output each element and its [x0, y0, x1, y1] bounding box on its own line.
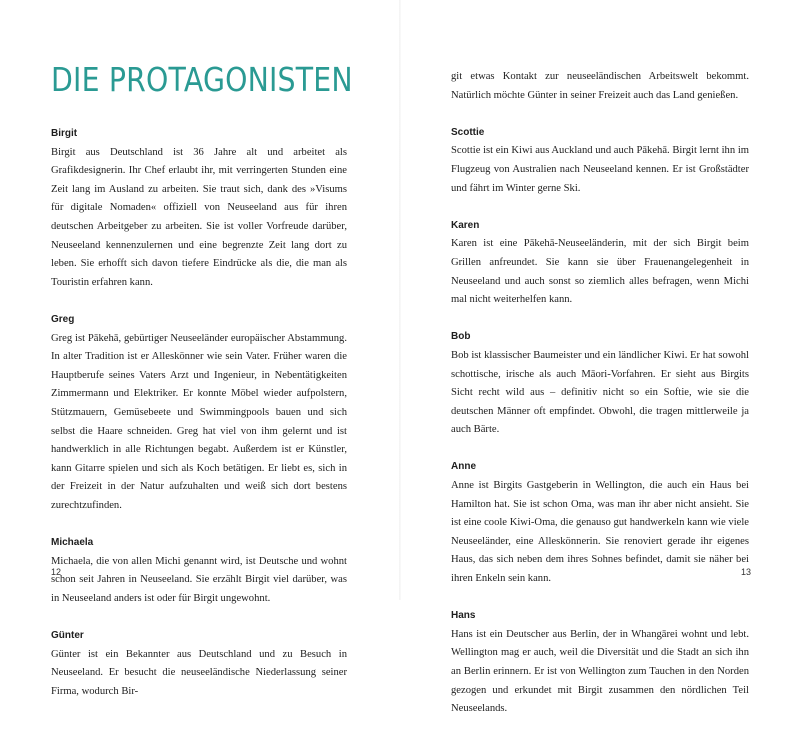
protagonist-name: Anne	[451, 461, 476, 473]
protagonist-description: Scottie ist ein Kiwi aus Auckland und auch Pākehā. Birgit lernt ihn im Flugzeug von Australien nach Neuseeland kennen. Er ist Großstädter und fährt im Winter gerne Ski.	[451, 145, 749, 194]
protagonist-description: Bob ist klassischer Baumeister und ein ländlicher Kiwi. Er hat sowohl schottische, irische als auch Māori-Vorfahren. Er sieht aus Birgits Sicht recht wild aus – definitiv nicht so ein Softie, wie sie die deutschen Männer oft empfindet. Obwohl, die tragen mittlerweile ja auch Bärte.	[451, 349, 749, 436]
continued-text: git etwas Kontakt zur neuseeländischen Arbeitswelt bekommt. Natürlich möchte Günter in seiner Freizeit auch das Land genießen.	[451, 71, 749, 101]
page-number-left: 12	[51, 567, 62, 577]
protagonist-description: Greg ist Pākehā, gebürtiger Neuseeländer europäischer Abstammung. In alter Tradition ist er Alleskönner wie sein Vater. Früher waren die Hauptberufe seines Vaters Arzt und Ingenieur, in Nebentätigkeiten Zimmermann und Elektriker. Er konnte Möbel wieder aufpolstern, Stützmauern, Gemüsebeete und Swimmingpools bauen und sich selbst die Haare schneiden. Greg hat viel von ihm gelernt und ist handwerklich in alle Richtungen begabt. Außerdem ist er Künstler, kann Gitarre spielen und sich als Koch betätigen. Er liebt es, sich in der Freizeit in der Natur aufzuhalten und weiß sich dort bestens zurechtzufinden.	[51, 332, 347, 511]
right-column	[451, 68, 752, 737]
protagonist-name: Hans	[451, 610, 476, 622]
left-column	[51, 125, 347, 720]
protagonist-entry-bob	[451, 328, 749, 440]
protagonist-name: Michaela	[51, 537, 94, 549]
protagonist-name: Günter	[51, 630, 84, 642]
protagonist-name: Karen	[451, 219, 480, 231]
protagonist-description: Anne ist Birgits Gastgeberin in Wellington, die auch ein Haus bei Hamilton hat. Sie ist schon Oma, was man ihr aber nicht ansieht. Sie ist eine coole Kiwi-Oma, die genauso gut handwerkeln kann wie viele Neuseeländer, eine Alleskönnerin. Sie renoviert gerade ihr eigenes Haus, das sich neben dem ihres Sohnes befindet, damit sie näher bei ihren Enkeln sein kann.	[451, 480, 749, 585]
protagonist-description: Hans ist ein Deutscher aus Berlin, der in Whangārei wohnt und lebt. Wellington mag er auch, weil die Diversität und die Stadt an sich ihn an Berlin erinnern. Er ist von Wellington zum Tauchen in den Norden gezogen und erkundet mit Birgit zusammen den nördlichen Teil Neuseelands.	[451, 628, 749, 715]
protagonist-entry-anne	[451, 458, 752, 588]
protagonist-entry-scottie	[451, 124, 749, 198]
protagonist-entry-hans	[451, 607, 749, 719]
protagonist-name: Scottie	[451, 126, 485, 138]
protagonist-description: Michaela, die von allen Michi genannt wird, ist Deutsche und wohnt schon seit Jahren in Neuseeland. Sie erzählt Birgit viel darüber, was in Neuseeland anders ist oder für Birgit ungewohnt.	[51, 555, 347, 604]
left-page	[0, 0, 400, 697]
continuation-paragraph	[451, 68, 749, 105]
protagonist-entry-greg	[51, 311, 347, 516]
protagonist-name: Bob	[451, 331, 471, 343]
protagonist-name: Greg	[51, 313, 75, 325]
page-number-right: 13	[741, 567, 752, 577]
protagonist-description: Birgit aus Deutschland ist 36 Jahre alt und arbeitet als Grafikdesignerin. Ihr Chef erlaubt ihr, mit verringerten Stunden eine Zeit lang im Ausland zu arbeiten. Sie traut sich, dank des »Visums für digitale Nomaden« offiziell von Neuseeland aus für ihren deutschen Arbeitgeber zu arbeiten. Sie ist voller Vorfreude darüber, Neuseeland kennenzulernen und eine begrenzte Zeit lang dort zu leben. Sie erhofft sich davon tiefere Eindrücke als die, die man als Touristin erfahren kann.	[51, 146, 347, 288]
protagonist-description: Günter ist ein Bekannter aus Deutschland und zu Besuch in Neuseeland. Er besucht die neuseeländische Niederlassung seiner Firma, wodurch Bir-	[51, 648, 347, 697]
protagonist-description: Karen ist eine Pākehā-Neuseeländerin, mit der sich Birgit beim Grillen anfreundet. Sie kann sie über Frauenangelegenheit in Neuseeland und auch sonst so ziemlich alles befragen, wenn Michi mal nicht weiterhelfen kann.	[451, 238, 749, 306]
right-page	[400, 0, 800, 715]
protagonist-entry-karen	[451, 217, 749, 310]
page-title: DIE PROTAGONISTEN	[51, 60, 353, 99]
protagonist-entry-guenter	[51, 627, 347, 701]
protagonist-entry-michaela	[51, 534, 347, 608]
protagonist-name: Birgit	[51, 128, 78, 139]
protagonist-entry-birgit	[51, 125, 347, 292]
